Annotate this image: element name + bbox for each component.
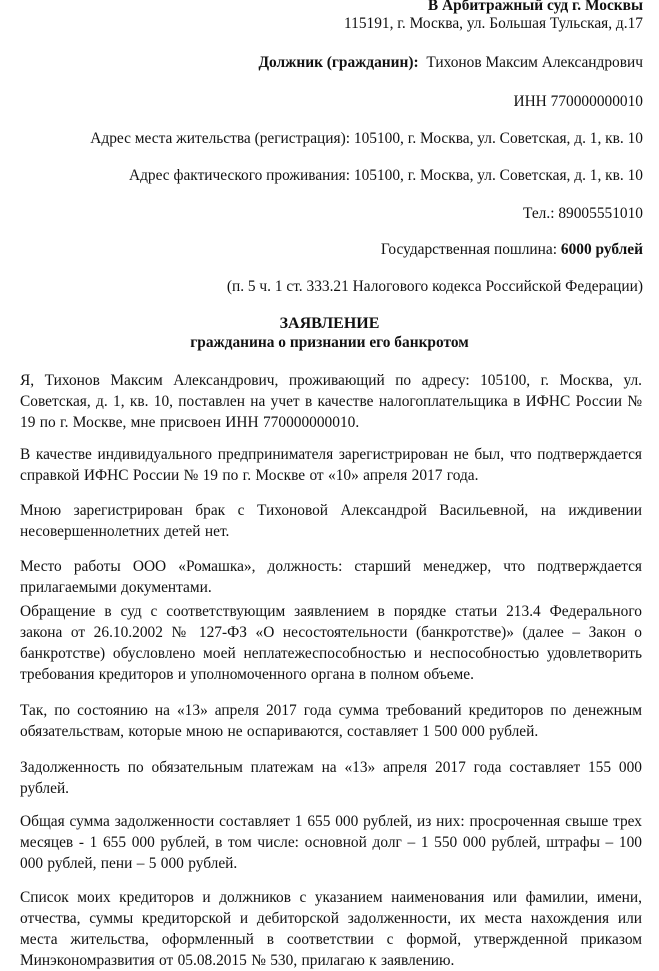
phone-label: Тел.: <box>523 205 555 222</box>
paragraph-marital-status: Мною зарегистрирован брак с Тихоновой Александрой Васильевной, на иждивении несовершеннолетних детей нет. <box>20 502 642 540</box>
actual-address-line <box>129 165 643 186</box>
paragraph-creditor-claims: Так, по состоянию на «13» апреля 2017 года сумма требований кредиторов по денежным обязательствам, которые мною не оспариваются, составляет 1 500 000 рублей. <box>20 702 642 740</box>
phone-line <box>523 203 643 224</box>
paragraph-grounds: Обращение в суд с соответствующим заявлением в порядке статьи 213.4 Федерального закона от 26.10.2002 № 127-ФЗ «О несостоятельности (банкротстве)» (далее – Закон о банкротстве) обусловлено моей неплатежеспособностью и неспособностью удовлетворить требования кредиторов и уполномоченного органа в полном объеме. <box>20 603 642 683</box>
state-duty-amount: 6000 рублей <box>560 241 643 258</box>
registration-address-label: Адрес места жительства (регистрация): <box>90 130 351 147</box>
paragraph-entrepreneur-status: В качестве индивидуального предпринимателя зарегистрирован не был, что подтверждается справкой ИФНС России № 19 по г. Москве от «10» апреля 2017 года. <box>20 446 642 484</box>
actual-address-label: Адрес фактического проживания: <box>128 167 351 184</box>
debtor-label: Должник (гражданин): <box>258 54 419 71</box>
state-duty-label: Государственная пошлина: <box>380 241 558 258</box>
court-address: 115191, г. Москва, ул. Большая Тульская, д.17 <box>344 15 643 32</box>
debtor-line <box>258 52 643 73</box>
actual-address: 105100, г. Москва, ул. Советская, д. 1, кв. 10 <box>353 167 643 184</box>
registration-address-line <box>90 128 643 149</box>
paragraph-applicant-info: Я, Тихонов Максим Александрович, проживающий по адресу: 105100, г. Москва, ул. Советская, д. 1, кв. 10, поставлен на учет в качестве налогоплательщика в ИФНС России № 19 по г. Москве, мне присвоен ИНН 770000000010. <box>20 372 642 431</box>
document-title: ЗАЯВЛЕНИЕ <box>279 315 380 332</box>
state-duty-line <box>381 239 643 260</box>
phone-number: 89005551010 <box>558 205 643 222</box>
paragraph-total-debt: Общая сумма задолженности составляет 1 655 000 рублей, из них: просроченная свыше трех месяцев - 1 655 000 рублей, в том числе: основной долг – 1 550 000 рублей, штрафы – 100 000 рублей, пени – 5 000 рублей. <box>20 813 642 872</box>
paragraph-creditor-list: Список моих кредиторов и должников с указанием наименования или фамилии, имени, отчества, суммы кредиторской и дебиторской задолженности, их места нахождения или места жительства, оформленный в соответствии с формой, утвержденной приказом Минэкономразвития от 05.08.2015 № 530, прилагаю к заявлению. <box>20 889 642 969</box>
debtor-name: Тихонов Максим Александрович <box>426 54 643 71</box>
paragraph-employment: Место работы ООО «Ромашка», должность: старший менеджер, что подтверждается прилагаемыми документами. <box>20 558 642 596</box>
debtor-inn: ИНН 770000000010 <box>513 93 643 110</box>
court-name: В Арбитражный суд г. Москвы <box>427 0 643 14</box>
document-subtitle: гражданина о признании его банкротом <box>190 334 469 351</box>
registration-address: 105100, г. Москва, ул. Советская, д. 1, кв. 10 <box>353 130 643 147</box>
paragraph-mandatory-payments: Задолженность по обязательным платежам на «13» апреля 2017 года составляет 155 000 рублей. <box>20 759 642 797</box>
tax-code-reference: (п. 5 ч. 1 ст. 333.21 Налогового кодекса Российской Федерации) <box>226 278 643 295</box>
